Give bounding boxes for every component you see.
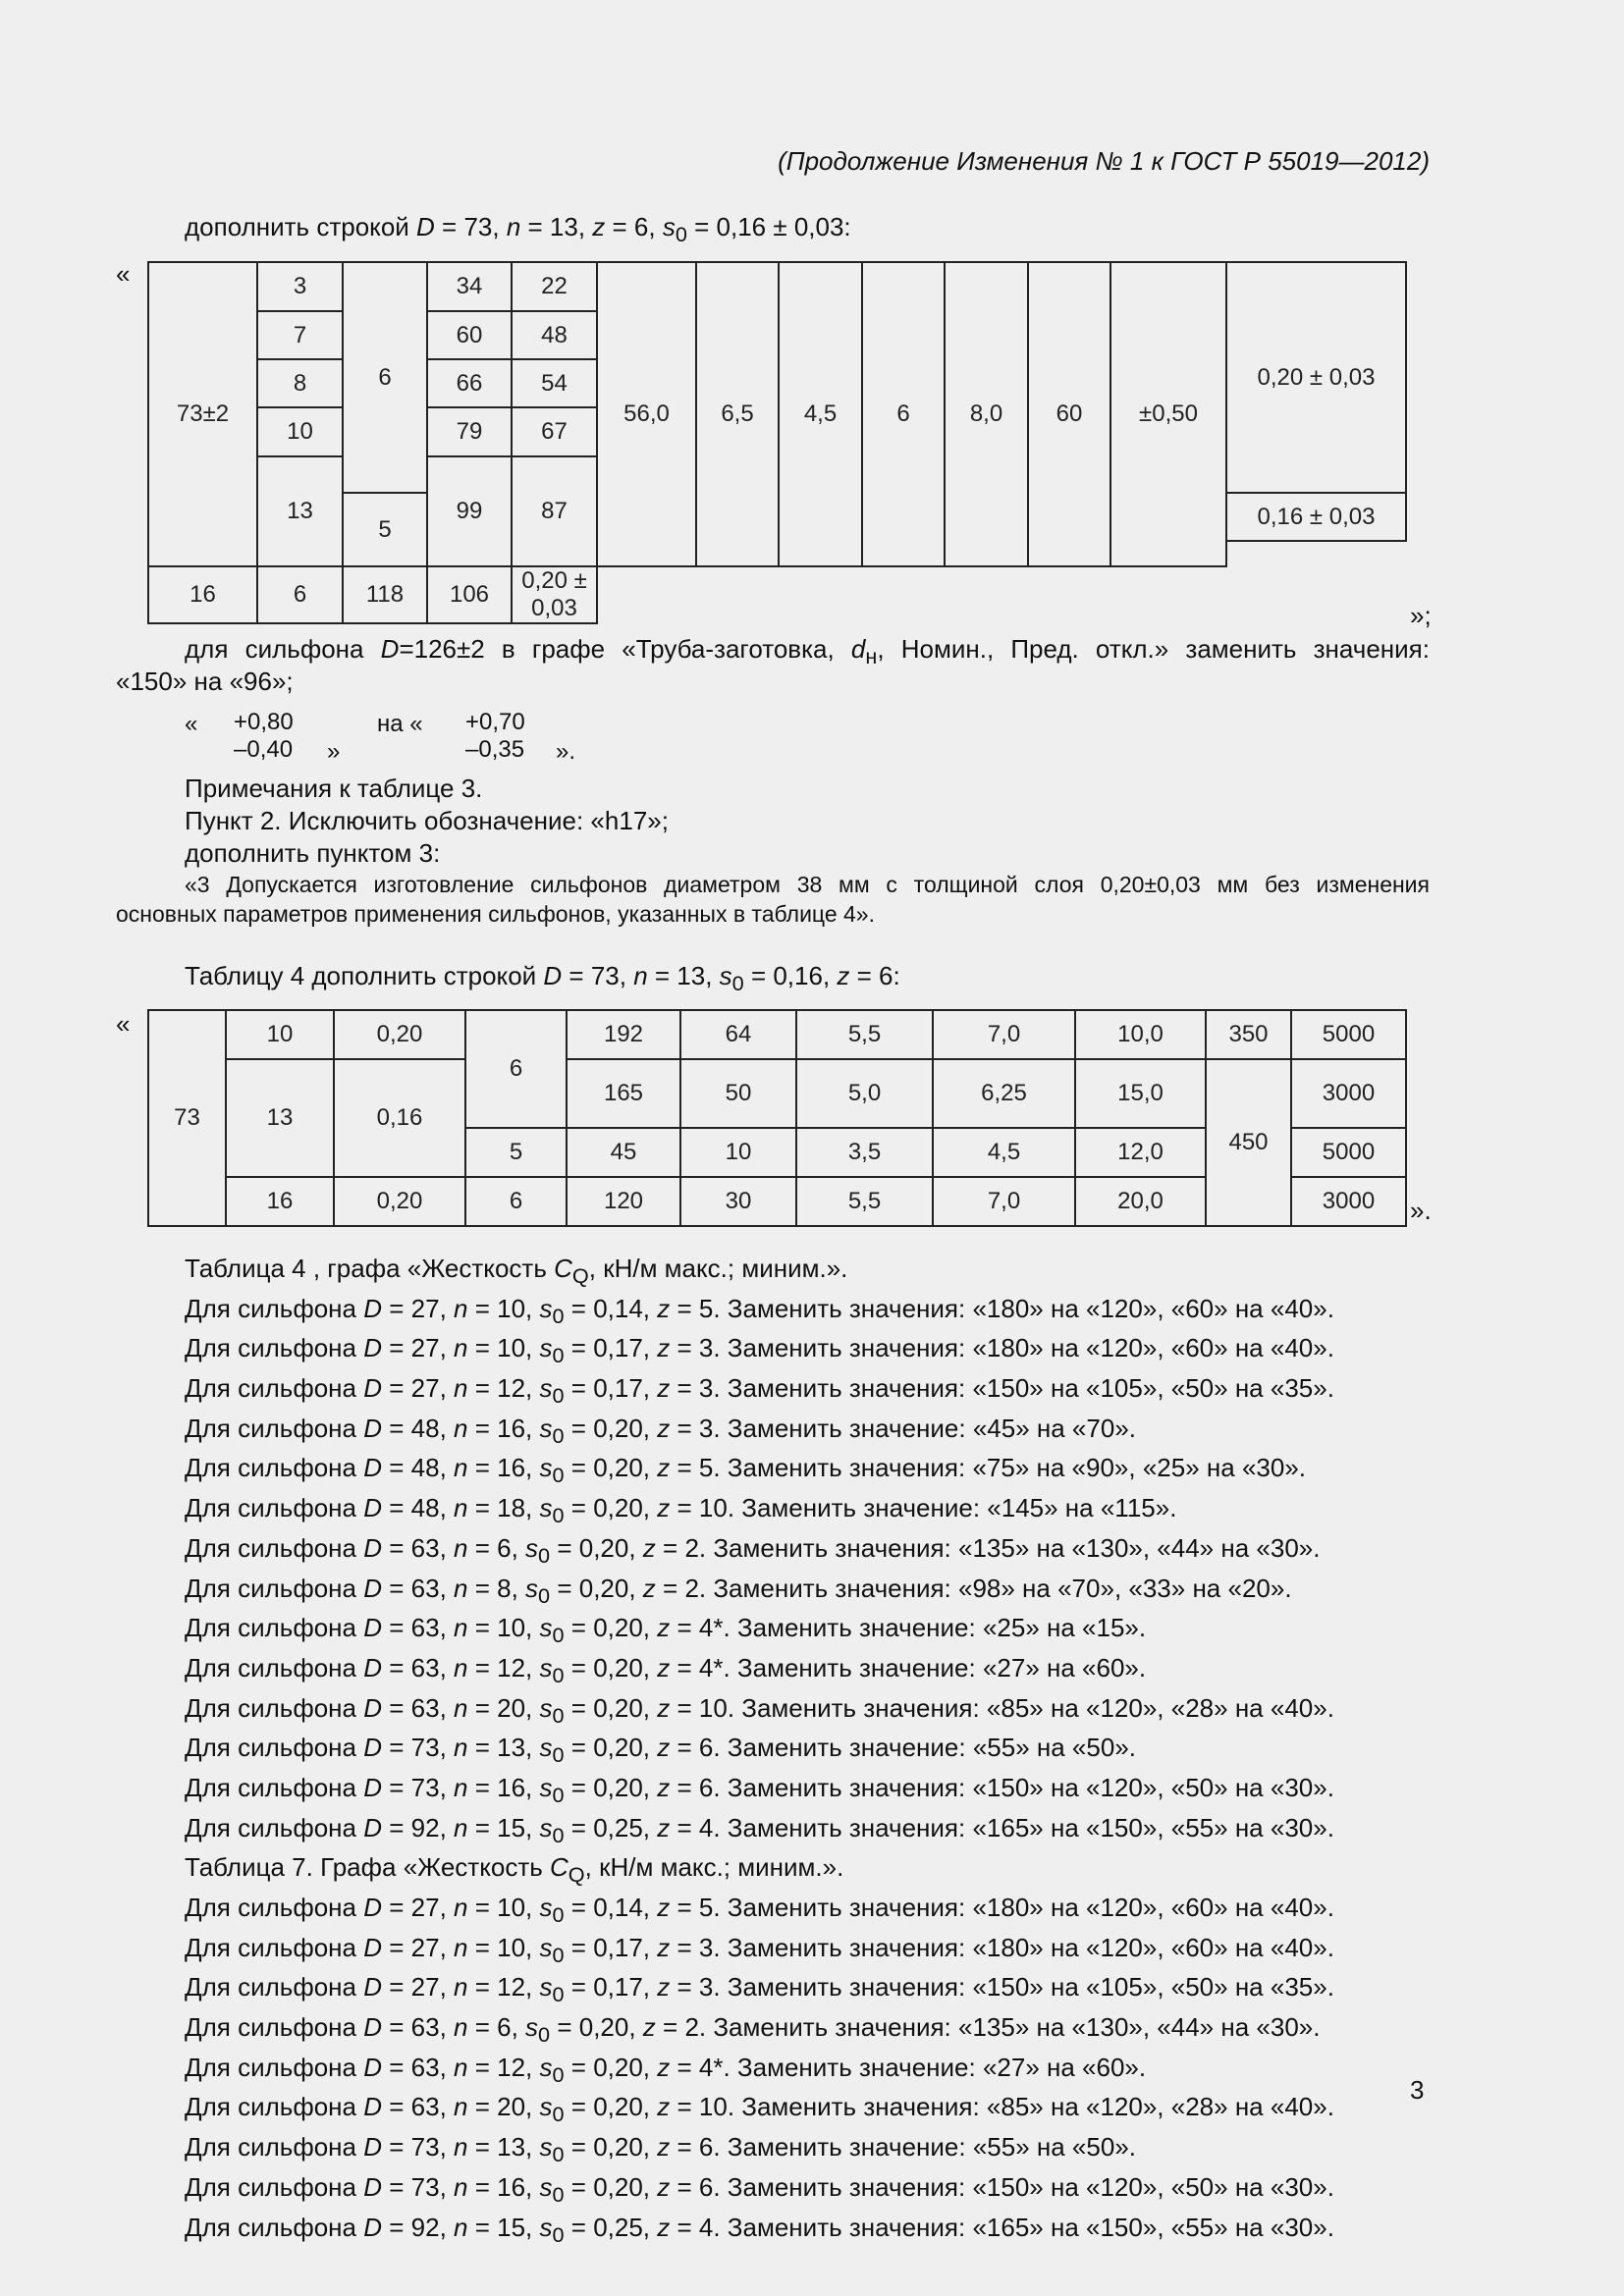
table3-open-quote: « bbox=[116, 259, 131, 289]
t1-c2-cell: 106 bbox=[427, 566, 512, 623]
t1-c2-cell: 54 bbox=[512, 359, 597, 407]
change-line: Для сильфона D = 92, n = 15, $s_0 = 0,25$, z = 4. Заменить значения: «165» на «150», «55» на «30». bbox=[185, 2212, 1334, 2247]
table4-new-row bbox=[147, 1009, 1407, 1227]
t1-z-cell: 6 bbox=[257, 566, 343, 623]
t2-cell: 5,0 bbox=[796, 1059, 933, 1128]
t1-shared-cell: 8,0 bbox=[945, 262, 1028, 566]
tol-replace-word: на « bbox=[377, 711, 423, 737]
tol-open-quote: « bbox=[185, 711, 198, 737]
tol-end-quote: ». bbox=[556, 738, 576, 765]
t1-c2-cell: 48 bbox=[512, 311, 597, 359]
t2-cell: 45 bbox=[567, 1128, 680, 1177]
change-line: Для сильфона D = 63, n = 10, $s_0 = 0,20$, z = 4*. Заменить значение: «25» на «15». bbox=[185, 1613, 1147, 1648]
t1-shared-cell: 60 bbox=[1028, 262, 1110, 566]
t1-n-cell: 8 bbox=[257, 359, 343, 407]
change-line: Для сильфона D = 63, n = 20, $s_0 = 0,20$, z = 10. Заменить значения: «85» на «120», «28» на «40». bbox=[185, 1692, 1334, 1728]
t1-c2-cell: 22 bbox=[512, 262, 597, 311]
t2-cell: 165 bbox=[567, 1059, 680, 1128]
t1-c1-cell: 79 bbox=[427, 407, 512, 456]
change-line: Для сильфона D = 92, n = 15, $s_0 = 0,25$, z = 4. Заменить значения: «165» на «150», «55» на «30». bbox=[185, 1812, 1334, 1847]
change-line: Для сильфона D = 48, n = 16, $s_0 = 0,20$, z = 5. Заменить значения: «75» на «90», «25» на «30». bbox=[185, 1453, 1307, 1488]
t2-cell: 15,0 bbox=[1075, 1059, 1206, 1128]
add-point3-text: дополнить пунктом 3: bbox=[185, 838, 441, 868]
change-line: Для сильфона D = 63, n = 12, $s_0 = 0,20$, z = 4*. Заменить значение: «27» на «60». bbox=[185, 1652, 1147, 1688]
change-line: Для сильфона D = 63, n = 20, $s_0 = 0,20$, z = 10. Заменить значения: «85» на «120», «28» на «40». bbox=[185, 2092, 1334, 2127]
change-line: Для сильфона D = 48, n = 18, $s_0 = 0,20$, z = 10. Заменить значение: «145» на «115». bbox=[185, 1493, 1177, 1528]
t2-cell: 5000 bbox=[1291, 1128, 1406, 1177]
table3-new-row bbox=[147, 261, 1407, 624]
t1-shared-cell: 56,0 bbox=[597, 262, 696, 566]
t1-last-cell: 0,16 ± 0,03 bbox=[1226, 493, 1406, 541]
t2-cell: 7,0 bbox=[933, 1010, 1075, 1059]
t1-last-cell: 0,20 ± 0,03 bbox=[512, 566, 597, 623]
note3-line1: «3 Допускается изготовление сильфонов диаметром 38 мм с толщиной слоя 0,20±0,03 мм без изменения bbox=[185, 872, 1430, 897]
t1-z-cell: 6 bbox=[343, 262, 427, 493]
t2-z-cell: 5 bbox=[465, 1128, 567, 1177]
change-line: Для сильфона D = 27, n = 10, $s_0 = 0,17$, z = 3. Заменить значения: «180» на «120», «60» на «40». bbox=[185, 1333, 1334, 1368]
change-line: Для сильфона D = 48, n = 16, $s_0 = 0,20$, z = 3. Заменить значение: «45» на «70». bbox=[185, 1413, 1136, 1448]
change-line: Для сильфона D = 27, n = 10, $s_0 = 0,14$, z = 5. Заменить значения: «180» на «120», «60» на «40». bbox=[185, 1893, 1334, 1928]
t2-cell: 50 bbox=[680, 1059, 796, 1128]
t2-z-cell: 6 bbox=[465, 1177, 567, 1226]
t2-cell: 3,5 bbox=[796, 1128, 933, 1177]
t2-cell: 5,5 bbox=[796, 1177, 933, 1226]
table7-change-list bbox=[185, 1892, 1334, 2251]
t1-shared-cell: 4,5 bbox=[779, 262, 862, 566]
change-line: Для сильфона D = 27, n = 12, $s_0 = 0,17$, z = 3. Заменить значения: «150» на «105», «50» на «35». bbox=[185, 1373, 1334, 1409]
t1-c1-cell: 60 bbox=[427, 311, 512, 359]
tol-old-value: +0,80 –0,40 bbox=[234, 709, 294, 763]
t1-c2-cell: 67 bbox=[512, 407, 597, 456]
change-line: Для сильфона D = 27, n = 12, $s_0 = 0,17$, z = 3. Заменить значения: «150» на «105», «50» на «35». bbox=[185, 1972, 1334, 2007]
change-line: Для сильфона D = 73, n = 13, $s_0 = 0,20$, z = 6. Заменить значение: «55» на «50». bbox=[185, 2132, 1136, 2167]
t2-cell: 3000 bbox=[1291, 1059, 1406, 1128]
t2-cell: 350 bbox=[1206, 1010, 1291, 1059]
table3-add-row-intro: дополнить строкой D = 73, n = 13, z = 6, $s_0 = 0,16 \pm 0,03$: bbox=[185, 212, 851, 247]
table7-stiffness-title: Таблица 7. Графа «Жесткость $C_Q$, кН/м макс.; миним.». bbox=[185, 1852, 844, 1888]
t1-c1-cell: 118 bbox=[343, 566, 427, 623]
t1-d-cell: 73±2 bbox=[148, 262, 257, 566]
t1-n-cell: 13 bbox=[257, 456, 343, 566]
t1-n-cell: 3 bbox=[257, 262, 343, 311]
change-line: Для сильфона D = 63, n = 8, $s_0 = 0,20$, z = 2. Заменить значения: «98» на «70», «33» на «20». bbox=[185, 1573, 1292, 1608]
running-header: (Продолжение Изменения № 1 к ГОСТ Р 55019—2012) bbox=[778, 146, 1430, 176]
tol-close-quote: » bbox=[327, 738, 341, 765]
change-line: Для сильфона D = 63, n = 12, $s_0 = 0,20$, z = 4*. Заменить значение: «27» на «60». bbox=[185, 2052, 1147, 2087]
t1-shared-cell: 6,5 bbox=[696, 262, 779, 566]
t2-cell: 192 bbox=[567, 1010, 680, 1059]
notes-title: Примечания к таблице 3. bbox=[185, 774, 483, 803]
change-line: Для сильфона D = 63, n = 6, $s_0 = 0,20$, z = 2. Заменить значения: «135» на «130», «44» на «30». bbox=[185, 2012, 1321, 2048]
t1-shared-cell: 6 bbox=[862, 262, 945, 566]
t1-n-cell: 7 bbox=[257, 311, 343, 359]
change-line: Для сильфона D = 27, n = 10, $s_0 = 0,14$, z = 5. Заменить значения: «180» на «120», «60» на «40». bbox=[185, 1293, 1334, 1328]
table3-close-quote: »; bbox=[1410, 601, 1432, 630]
t2-cell: 4,5 bbox=[933, 1128, 1075, 1177]
t2-cell: 10 bbox=[680, 1128, 796, 1177]
change-line: Для сильфона D = 27, n = 10, $s_0 = 0,17$, z = 3. Заменить значения: «180» на «120», «60» на «40». bbox=[185, 1932, 1334, 1967]
t2-cell: 120 bbox=[567, 1177, 680, 1226]
t2-cell: 20,0 bbox=[1075, 1177, 1206, 1226]
t2-cell: 5000 bbox=[1291, 1010, 1406, 1059]
t2-cell: 5,5 bbox=[796, 1010, 933, 1059]
tol-new-value: +0,70 –0,35 bbox=[465, 709, 525, 763]
t2-s-cell: 0,20 bbox=[334, 1010, 465, 1059]
point2-text: Пункт 2. Исключить обозначение: «h17»; bbox=[185, 806, 669, 835]
table4-add-row-intro: Таблицу 4 дополнить строкой D = 73, n = 13, $s_0 = 0,16$, z = 6: bbox=[185, 961, 900, 996]
t2-cell: 450 bbox=[1206, 1059, 1291, 1226]
t1-z-cell: 5 bbox=[343, 493, 427, 566]
t2-cell: 10,0 bbox=[1075, 1010, 1206, 1059]
pipe-blank-change-line2: «150» на «96»; bbox=[116, 667, 294, 696]
t1-c1-cell: 99 bbox=[427, 456, 512, 566]
t1-n-cell: 10 bbox=[257, 407, 343, 456]
t2-cell: 30 bbox=[680, 1177, 796, 1226]
t2-cell: 64 bbox=[680, 1010, 796, 1059]
t2-s-cell: 0,20 bbox=[334, 1177, 465, 1226]
t2-cell: 12,0 bbox=[1075, 1128, 1206, 1177]
pipe-blank-change-line1: для сильфона D=126±2 в графе «Труба-заготовка, $d_н$, Номин., Пред. откл.» заменить значения: bbox=[185, 634, 1430, 669]
t1-c2-cell: 87 bbox=[512, 456, 597, 566]
t2-n-cell: 16 bbox=[226, 1177, 334, 1226]
t2-n-cell: 10 bbox=[226, 1010, 334, 1059]
table4-change-list bbox=[185, 1293, 1334, 1852]
note3-line2: основных параметров применения сильфонов, указанных в таблице 4». bbox=[116, 901, 875, 927]
table4-stiffness-title: Таблица 4 , графа «Жесткость $C_Q$, кН/м макс.; миним.». bbox=[185, 1254, 848, 1289]
change-line: Для сильфона D = 63, n = 6, $s_0 = 0,20$, z = 2. Заменить значения: «135» на «130», «44» на «30». bbox=[185, 1532, 1321, 1568]
change-line: Для сильфона D = 73, n = 16, $s_0 = 0,20$, z = 6. Заменить значения: «150» на «120», «50» на «30». bbox=[185, 2171, 1334, 2207]
t1-c1-cell: 34 bbox=[427, 262, 512, 311]
t2-n-cell: 13 bbox=[226, 1059, 334, 1177]
stiffness-change-section bbox=[185, 1253, 1334, 2251]
table4-close-quote: ». bbox=[1410, 1196, 1432, 1225]
t1-c1-cell: 66 bbox=[427, 359, 512, 407]
change-line: Для сильфона D = 73, n = 16, $s_0 = 0,20$, z = 6. Заменить значения: «150» на «120», «50» на «30». bbox=[185, 1772, 1334, 1808]
t2-cell: 7,0 bbox=[933, 1177, 1075, 1226]
t2-z-cell: 6 bbox=[465, 1010, 567, 1128]
t2-d-cell: 73 bbox=[148, 1010, 226, 1226]
t2-cell: 6,25 bbox=[933, 1059, 1075, 1128]
t1-shared-cell: ±0,50 bbox=[1110, 262, 1226, 566]
page-number: 3 bbox=[1410, 2075, 1425, 2105]
t2-s-cell: 0,16 bbox=[334, 1059, 465, 1177]
change-line: Для сильфона D = 73, n = 13, $s_0 = 0,20$, z = 6. Заменить значение: «55» на «50». bbox=[185, 1733, 1136, 1768]
t1-last-cell: 0,20 ± 0,03 bbox=[1226, 262, 1406, 493]
t1-n-cell: 16 bbox=[148, 566, 257, 623]
table4-open-quote: « bbox=[116, 1009, 131, 1039]
t2-cell: 3000 bbox=[1291, 1177, 1406, 1226]
